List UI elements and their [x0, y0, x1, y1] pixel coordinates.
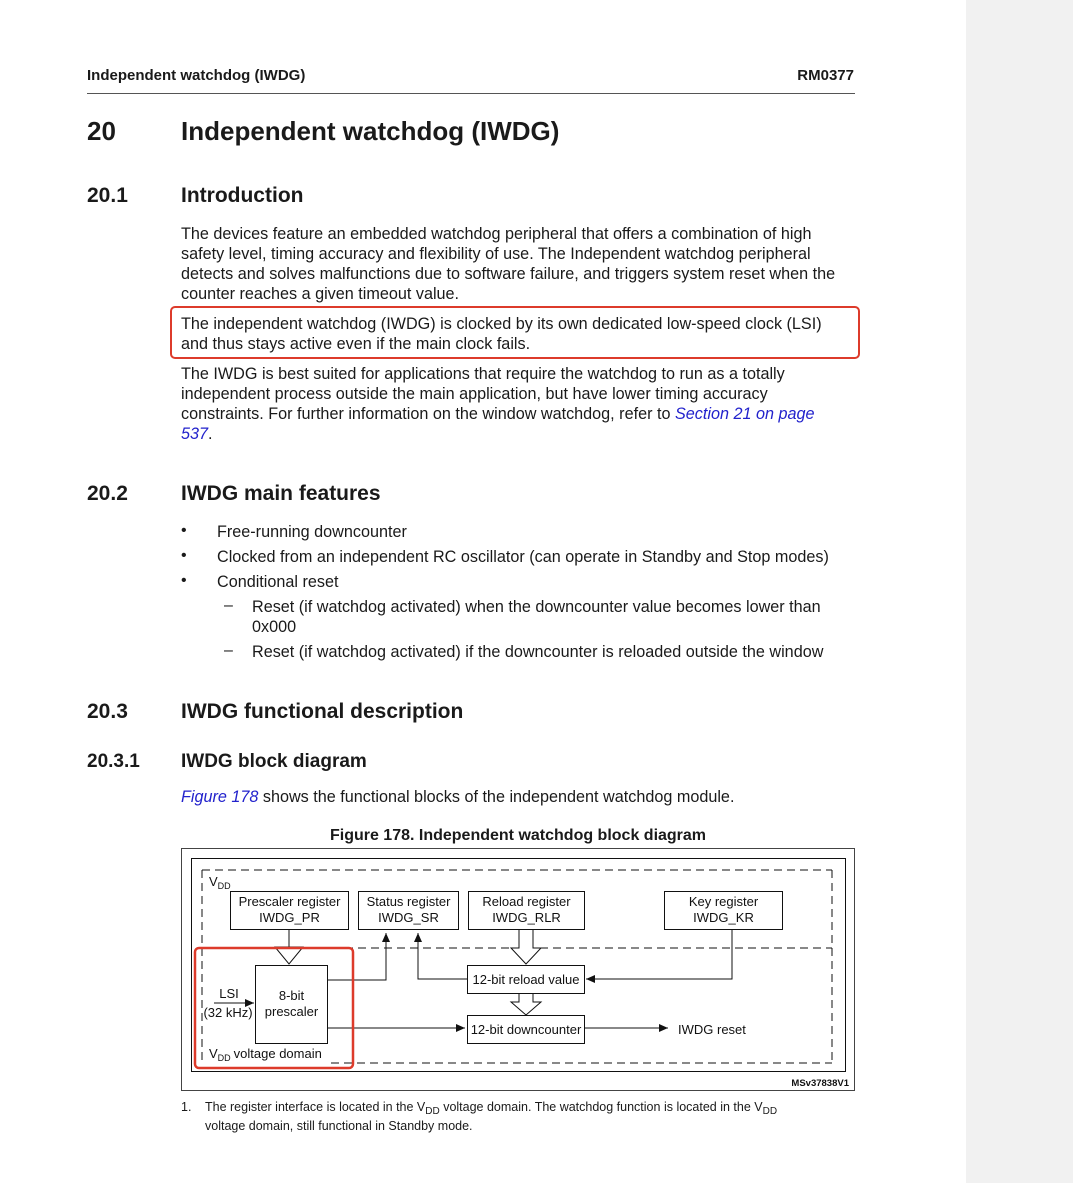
vdd-domain-label: $V_{DD}$ voltage domain [209, 1046, 322, 1063]
text-line [181, 404, 861, 424]
vdd-label: $V_{DD}$ [209, 874, 231, 891]
prescaler-register-name: IWDG_PR [259, 910, 320, 925]
running-header-docid: RM0377 [797, 67, 854, 84]
prescaler-status-arrow [328, 933, 386, 980]
footnote-text [205, 1100, 835, 1133]
footnote-line: The register interface is located in the $V_{DD}$ voltage domain. The watchdog function is located in the $V_{DD}$ [205, 1100, 778, 1117]
feature-item: Clocked from an independent RC oscillator (can operate in Standby and Stop modes) [217, 548, 829, 566]
figure-178-link[interactable]: Figure 178 [181, 788, 259, 806]
text-line-part: constraints. For further information on the window watchdog, refer to [181, 405, 675, 423]
status-register-label: Status register [366, 894, 451, 909]
side-panel [966, 0, 1073, 1183]
section-number-features: 20.2 [87, 482, 128, 505]
intro-text: shows the functional blocks of the independent watchdog module. [258, 788, 735, 806]
feature-item: Free-running downcounter [217, 523, 407, 541]
text-line: and thus stays active even if the main clock fails. [181, 335, 531, 353]
bullet-icon: • [181, 522, 187, 539]
key-register-label: Key register [688, 894, 759, 909]
prescaler-register-label: Prescaler register [238, 894, 341, 909]
footnote-number: 1. [181, 1100, 192, 1114]
section-number-functional: 20.3 [87, 700, 128, 723]
counter-load-arrow [511, 994, 541, 1015]
text-line: The independent watchdog (IWDG) is clocked by its own dedicated low-speed clock (LSI) [181, 315, 822, 333]
reload-register-name: IWDG_RLR [492, 910, 561, 925]
footnote-line: voltage domain, still functional in Standby mode. [205, 1119, 473, 1133]
text-line: Reset (if watchdog activated) when the downcounter value becomes lower than [252, 598, 821, 616]
subsection-title-block-diagram: IWDG block diagram [181, 751, 367, 772]
lsi-label: LSI [219, 986, 239, 1001]
prescaler-width-label: 8-bit [278, 988, 305, 1003]
dash-icon: – [224, 642, 233, 659]
dash-icon: – [224, 597, 233, 614]
chapter-number: 20 [87, 116, 116, 146]
section-number-intro: 20.1 [87, 184, 128, 207]
feature-item: Conditional reset [217, 573, 339, 591]
reload-value-label: 12-bit reload value [472, 972, 580, 987]
section-21-link[interactable]: Section 21 on page [674, 405, 815, 423]
block-diagram-intro [181, 787, 861, 807]
section-title-functional: IWDG functional description [181, 700, 464, 723]
sub-feature-item: Reset (if watchdog activated) if the downcounter is reloaded outside the window [252, 643, 824, 661]
intro-paragraph-1 [181, 224, 861, 304]
downcounter-label: 12-bit downcounter [470, 1022, 582, 1037]
chapter-title: Independent watchdog (IWDG) [181, 116, 560, 146]
prescaler-label: prescaler [264, 1004, 319, 1019]
section-title-features: IWDG main features [181, 482, 381, 505]
period: . [208, 425, 213, 443]
subsection-number-block-diagram: 20.3.1 [87, 751, 140, 772]
figure-code: MSv37838V1 [791, 1078, 849, 1089]
running-header-title: Independent watchdog (IWDG) [87, 67, 306, 84]
text-line: detects and solves malfunctions due to software failure, and triggers system reset when the [181, 265, 836, 283]
highlight-annotation-box [170, 306, 860, 359]
text-line: 0x000 [252, 618, 297, 636]
bullet-icon: • [181, 572, 187, 589]
text-line: safety level, timing accuracy and flexibility of use. The Independent watchdog peripheral [181, 245, 811, 263]
bullet-icon: • [181, 547, 187, 564]
text-line: The devices feature an embedded watchdog peripheral that offers a combination of high [181, 225, 812, 243]
reload-status-arrow [418, 933, 467, 979]
figure-caption: Figure 178. Independent watchdog block diagram [329, 827, 707, 844]
sub-feature-item [252, 597, 852, 637]
status-register-name: IWDG_SR [378, 910, 439, 925]
section-title-intro: Introduction [181, 184, 304, 207]
iwdg-reset-label: IWDG reset [678, 1022, 746, 1037]
text-line: independent process outside the main application, but have lower timing accuracy [181, 385, 768, 403]
reload-register-label: Reload register [482, 894, 571, 909]
key-reload-arrow [586, 930, 732, 979]
lsi-frequency-label: (32 kHz) [203, 1005, 253, 1020]
reload-load-arrow [511, 930, 541, 964]
key-register-name: IWDG_KR [693, 910, 754, 925]
text-line: counter reaches a given timeout value. [181, 285, 460, 303]
iwdg-block-diagram [181, 848, 856, 1092]
intro-paragraph-3 [181, 364, 861, 444]
header-rule [87, 93, 855, 94]
text-line: The IWDG is best suited for applications that require the watchdog to run as a totally [181, 365, 785, 383]
text-line [181, 424, 861, 444]
page-537-link[interactable]: 537 [181, 425, 209, 443]
